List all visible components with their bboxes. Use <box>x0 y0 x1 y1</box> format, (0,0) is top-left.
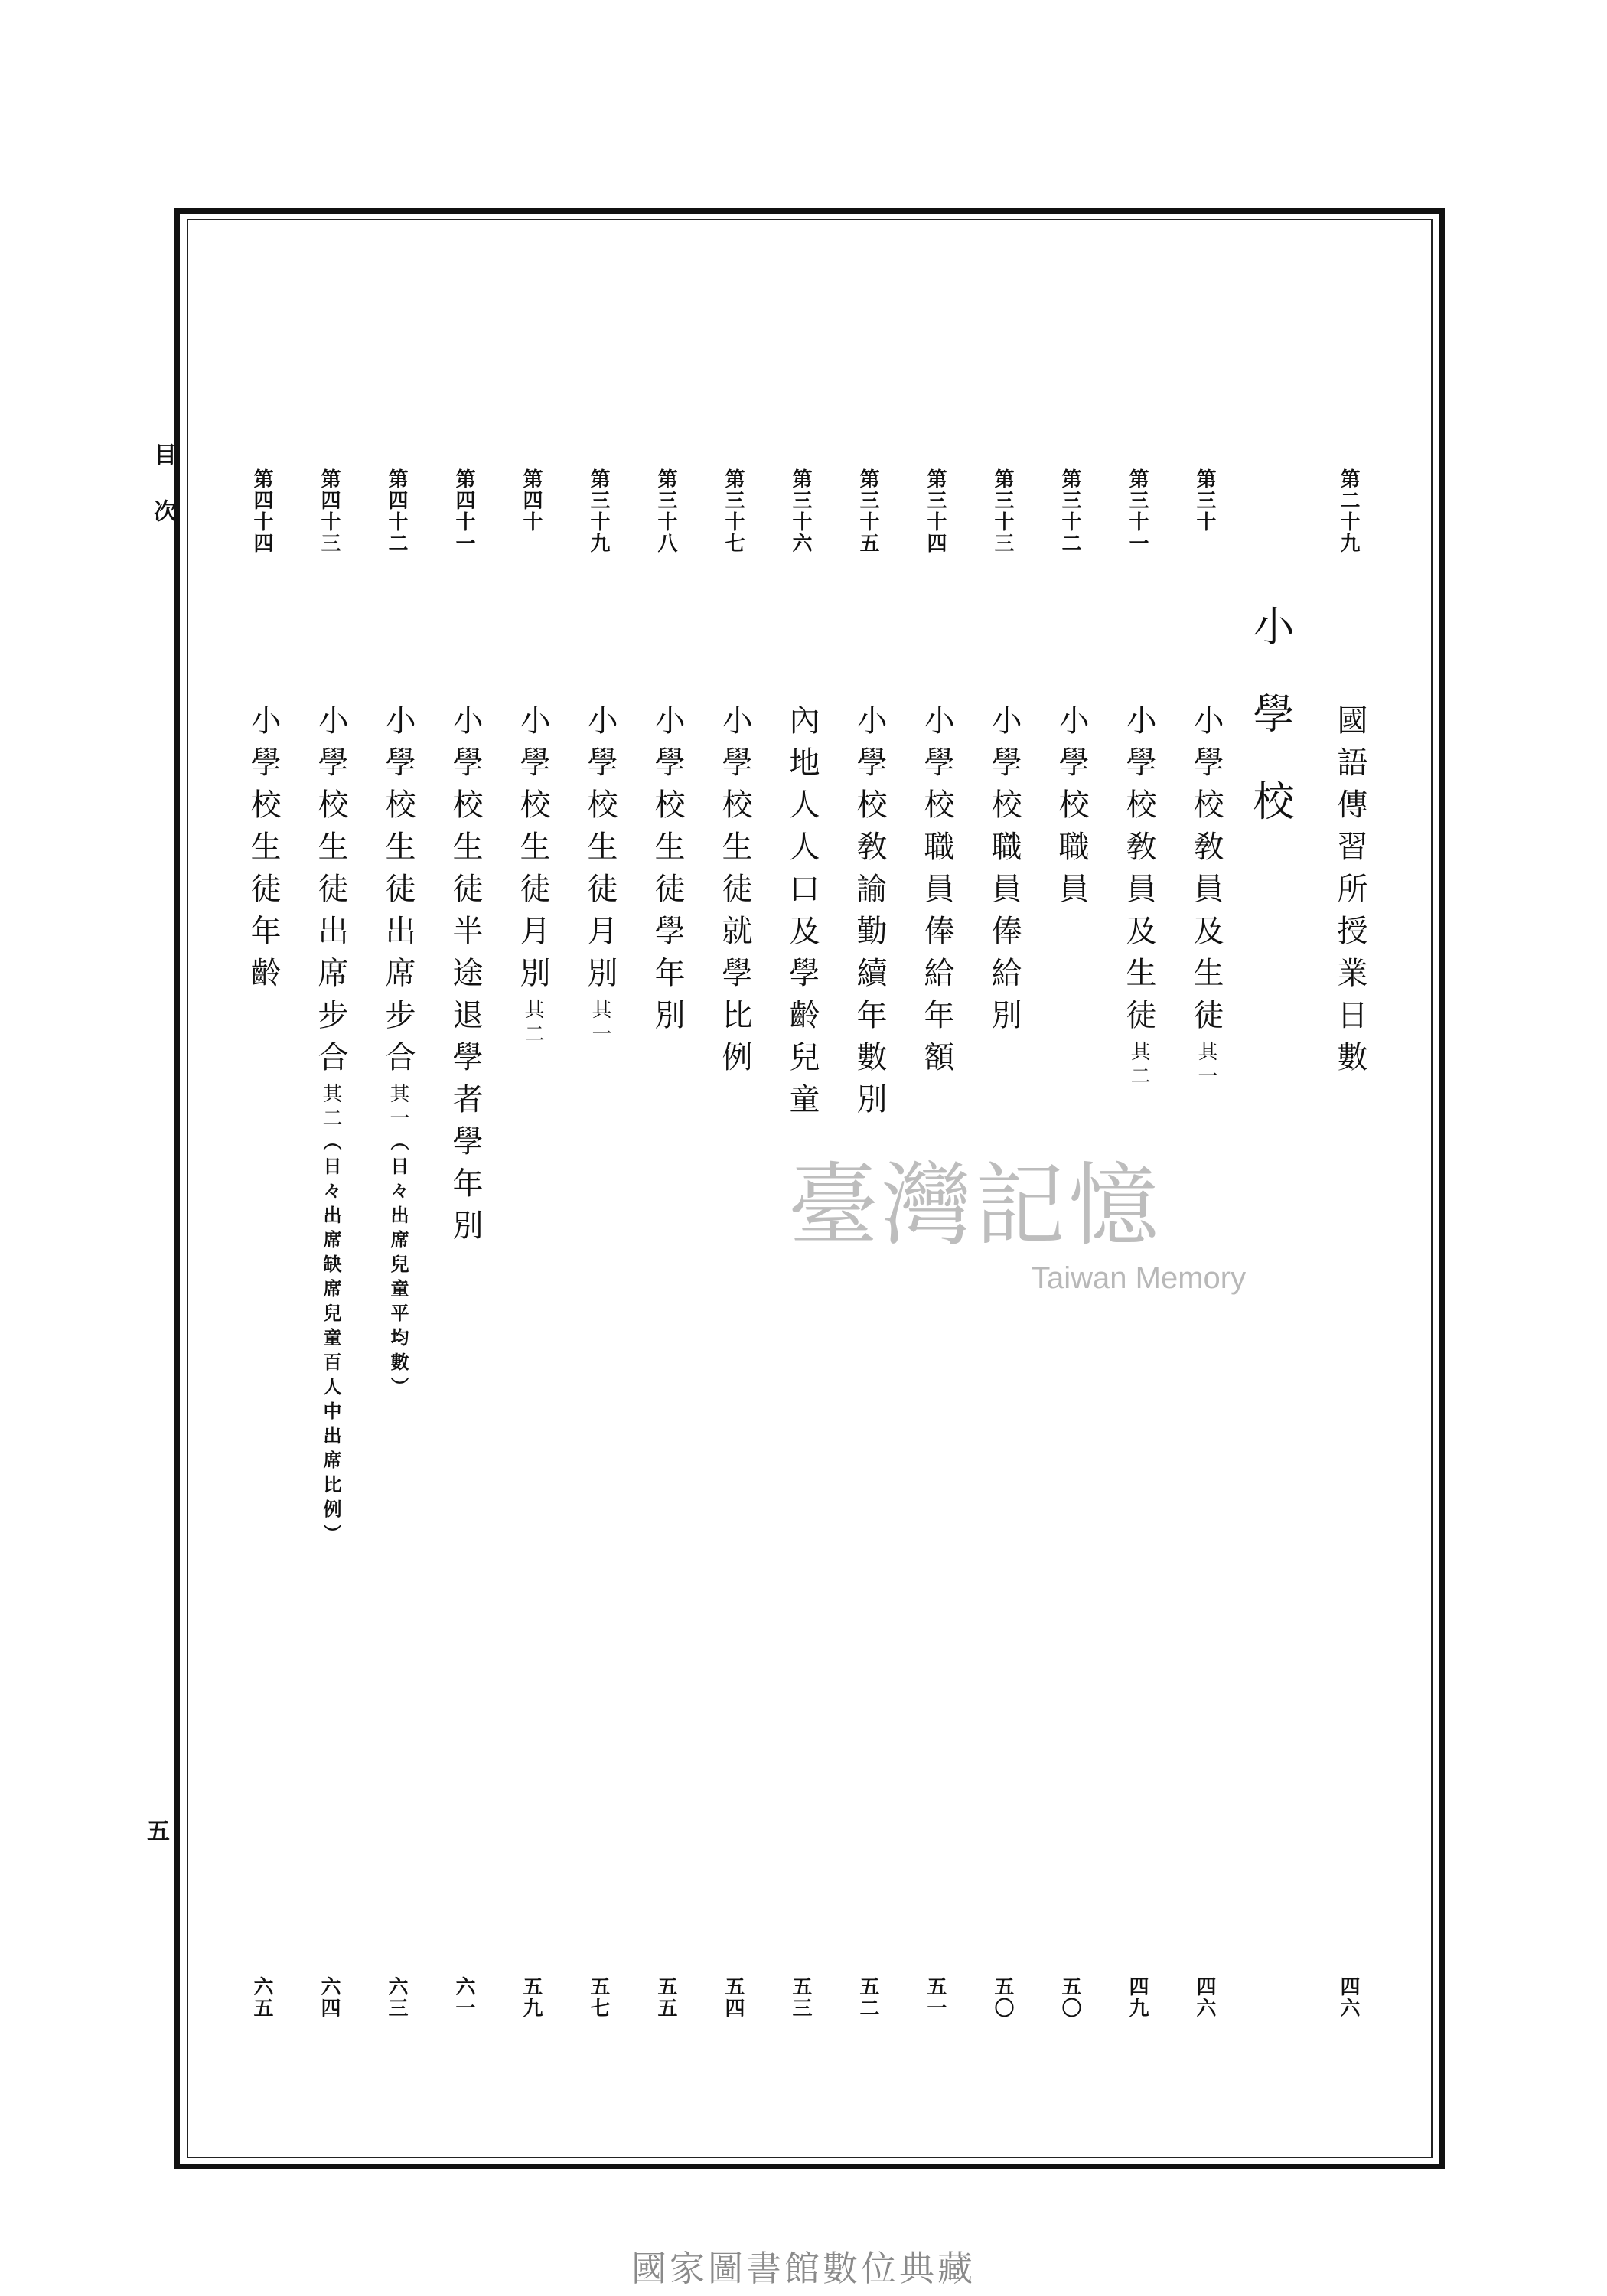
entry-number: 第三十八 <box>654 468 677 554</box>
watermark-cn: 臺灣記憶 <box>788 1153 1162 1258</box>
entry-number: 第三十三 <box>991 468 1014 554</box>
entry-sub: 其一 <box>1195 1041 1217 1090</box>
entry-title <box>579 704 622 1048</box>
entry-sub: 其二 <box>521 999 544 1048</box>
entry-page: 四六 <box>1337 1976 1360 2019</box>
entry-title-text: 國語傳習所授業日數 <box>1332 704 1367 1083</box>
entry-title-text: 小學校職員 <box>1054 704 1089 915</box>
entry-title <box>444 704 487 1251</box>
entry-title <box>983 704 1026 1041</box>
entry-title <box>309 704 353 1548</box>
entry-sub: 其二 <box>319 1083 342 1132</box>
entry-page: 六四 <box>318 1976 341 2019</box>
entry-title <box>511 704 555 1048</box>
entry-number: 第四十三 <box>318 468 341 554</box>
entry-number: 第四十二 <box>385 468 408 554</box>
entry-page: 五〇 <box>991 1976 1014 2019</box>
entry-sub: 其一 <box>588 999 611 1048</box>
entry-title-text: 小學校敎諭勤續年數別 <box>852 704 887 1125</box>
margin-page-number: 五 <box>147 1818 170 1845</box>
margin-heading: 目次 <box>149 442 176 556</box>
entry-title <box>848 704 892 1125</box>
entry-title-text: 小學校生徒半途退學者學年別 <box>448 704 483 1251</box>
entry-page: 六一 <box>452 1976 475 2019</box>
entry-page: 五三 <box>789 1976 812 2019</box>
entry-page: 六三 <box>385 1976 408 2019</box>
entry-number: 第三十一 <box>1126 468 1149 554</box>
watermark-logo <box>773 1133 1309 1332</box>
entry-note: （日々出席缺席兒童百人中出席比例） <box>320 1132 342 1548</box>
entry-title-text: 小學校職員俸給年額 <box>919 704 954 1083</box>
entry-page: 四九 <box>1126 1976 1149 2019</box>
entry-page: 五二 <box>856 1976 879 2019</box>
entry-title-text: 小學校敎員及生徒 <box>1121 704 1156 1041</box>
entry-title <box>713 704 757 1083</box>
entry-title-text: 小學校生徒年齡 <box>246 704 281 999</box>
entry-title <box>781 704 824 1125</box>
entry-title-text: 小學校生徒學年別 <box>650 704 685 1041</box>
entry-number: 第三十六 <box>789 468 812 554</box>
entry-page: 五九 <box>520 1976 543 2019</box>
entry-title-text: 小學校生徒月別 <box>515 704 550 999</box>
entry-title-text: 小學校生徒出席步合 <box>313 704 348 1083</box>
entry-title-text: 小學校生徒月別 <box>582 704 618 999</box>
entry-note: （日々出席兒童平均數） <box>387 1132 409 1401</box>
entry-number: 第三十 <box>1193 468 1216 533</box>
entry-page: 五一 <box>924 1976 947 2019</box>
section-title: 小學校 <box>1247 605 1295 866</box>
entry-page: 五七 <box>587 1976 610 2019</box>
entry-title <box>915 704 959 1083</box>
entry-page: 五〇 <box>1058 1976 1081 2019</box>
entry-title-text: 小學校生徒出席步合 <box>380 704 416 1083</box>
entry-title <box>646 704 689 1041</box>
footer-collection: 國家圖書館數位典藏 <box>631 2248 976 2289</box>
entry-title-text: 小學校職員俸給別 <box>986 704 1022 1041</box>
entry-title-text: 小學校生徒就學比例 <box>717 704 752 1083</box>
entry-page: 六五 <box>250 1976 273 2019</box>
watermark-en: Taiwan Memory <box>1032 1261 1247 1295</box>
entry-title <box>242 704 285 999</box>
entry-page: 五五 <box>654 1976 677 2019</box>
entry-number: 第二十九 <box>1337 468 1360 554</box>
entry-number: 第三十四 <box>924 468 947 554</box>
entry-number: 第三十九 <box>587 468 610 554</box>
entry-title <box>1185 704 1228 1090</box>
entry-number: 第四十 <box>520 468 543 533</box>
entry-sub: 其二 <box>1127 1041 1150 1090</box>
entry-page: 五四 <box>722 1976 745 2019</box>
entry-page: 四六 <box>1193 1976 1216 2019</box>
entry-title-text: 內地人人口及學齡兒童 <box>784 704 820 1125</box>
entry-number: 第三十五 <box>856 468 879 554</box>
entry-number: 第三十二 <box>1058 468 1081 554</box>
entry-title-text: 小學校敎員及生徒 <box>1188 704 1224 1041</box>
entry-sub: 其一 <box>386 1083 409 1132</box>
entry-title <box>1050 704 1094 915</box>
entry-number: 第四十一 <box>452 468 475 554</box>
entry-number: 第三十七 <box>722 468 745 554</box>
entry-number: 第四十四 <box>250 468 273 554</box>
entry-title <box>1328 704 1372 1083</box>
entry-title <box>376 704 420 1401</box>
entry-title <box>1117 704 1161 1090</box>
